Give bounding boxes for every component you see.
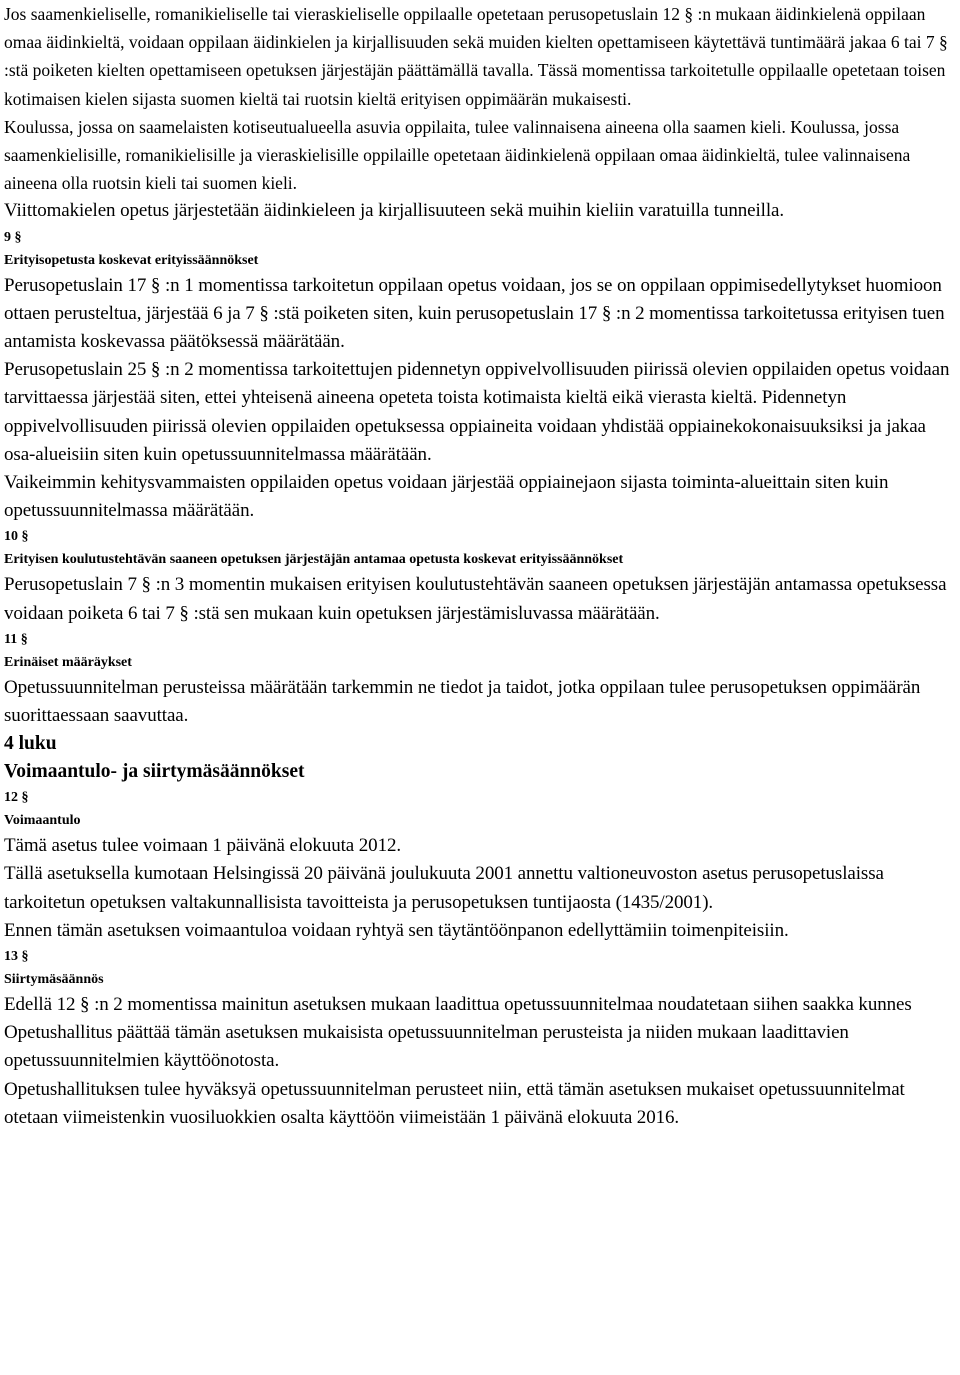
section-heading: Erinäiset määräykset: [4, 654, 132, 670]
section-paragraph: Tämä asetus tulee voimaan 1 päivänä elokuuta 2012.: [4, 835, 402, 857]
section-paragraph: Edellä 12 § :n 2 momentissa mainitun asetuksen mukaan laadittua opetussuunnitelmaa noudatetaan siihen saakka kunnes Opetushallitus päättää tämän asetuksen mukaisista opetussuunnitelman perusteista ja niiden mukaan laadittavien opetussuunnitelmien käyttöönotosta.: [4, 994, 912, 1072]
paragraph-native-language-teaching: Jos saamenkieliselle, romanikieliselle tai vieraskieliselle oppilaalle opetetaan perusopetuslain 12 § :n mukaan äidinkielenä oppilaan omaa äidinkieltä, voidaan oppilaan äidinkielen ja kirjallisuuden sekä muiden kielten opettamiseen käytettävä tuntimäärä jakaa 6 tai 7 § :stä poiketen kielten opettamiseen opetuksen järjestäjän päättämällä tavalla. Tässä momentissa tarkoitetulle oppilaalle opetetaan toisen kotimaisen kielen sijasta suomen kieltä tai ruotsin kieltä erityisen oppimäärän mukaisesti.: [4, 4, 948, 109]
chapter-label: 4 luku: [4, 733, 57, 755]
section-number: 12 §: [4, 790, 29, 806]
paragraph-elective-languages: Koulussa, jossa on saamelaisten kotiseutualueella asuvia oppilaita, tulee valinnaisena aineena olla saamen kieli. Koulussa, jossa saamenkielisille, romanikielisille ja vieraskielisille oppilaille opetetaan äidinkielenä oppilaan omaa äidinkieltä, tulee valinnaisena aineena olla ruotsin kieli tai suomen kieli.: [4, 116, 911, 194]
section-paragraph: Tällä asetuksella kumotaan Helsingissä 20 päivänä joulukuuta 2001 annettu valtioneuvoston asetus perusopetuslaissa tarkoitetun opetuksen valtakunnallisista tavoitteista ja perusopetuksen tuntijaosta (1435/2001).: [4, 863, 884, 913]
section-number: 13 §: [4, 949, 29, 965]
section-heading: Erityisen koulutustehtävän saaneen opetuksen järjestäjän antamaa opetusta koskevat erityissäännökset: [4, 552, 624, 568]
section-number: 10 §: [4, 529, 29, 545]
section-12: [4, 786, 956, 945]
section-paragraph: Vaikeimmin kehitysvammaisten oppilaiden opetus voidaan järjestää oppiainejaon sijasta toiminta-alueittain siten kuin opetussuunnitelmassa määrätään.: [4, 472, 889, 522]
section-heading: Siirtymäsäännös: [4, 972, 104, 988]
section-paragraph: Ennen tämän asetuksen voimaantuloa voidaan ryhtyä sen täytäntöönpanon edellyttämiin toimenpiteisiin.: [4, 919, 789, 941]
section-paragraph: Perusopetuslain 17 § :n 1 momentissa tarkoitetun oppilaan opetus voidaan, jos se on oppilaan oppimisedellytykset huomioon ottaen perusteltua, järjestää 6 ja 7 § :stä poiketen siten, kuin perusopetuslain 17 § :n 2 momentissa tarkoitetussa erityisen tuen antamista koskevassa päätöksessä määrätään.: [4, 274, 945, 353]
section-heading: Voimaantulo: [4, 813, 81, 829]
chapter-4: [4, 730, 956, 786]
chapter-title: Voimaantulo- ja siirtymäsäännökset: [4, 761, 305, 783]
section-13: [4, 945, 956, 1132]
section-11: [4, 628, 956, 730]
section-paragraph: Opetussuunnitelman perusteissa määrätään tarkemmin ne tiedot ja taidot, jotka oppilaan tulee perusopetuksen oppimäärän suorittaessaan saavuttaa.: [4, 676, 921, 727]
section-heading: Erityisopetusta koskevat erityissäännökset: [4, 252, 259, 268]
section-9: [4, 226, 956, 526]
paragraph-sign-language: Viittomakielen opetus järjestetään äidinkieleen ja kirjallisuuteen sekä muihin kieliin varatuilla tunneilla.: [4, 200, 785, 222]
section-paragraph: Perusopetuslain 25 § :n 2 momentissa tarkoitettujen pidennetyn oppivelvollisuuden piirissä olevien oppilaiden opetus voidaan tarvittaessa järjestää siten, ettei yhteisenä aineena opeteta toista kotimaista kieltä eikä vierasta kieltä. Pidennetyn oppivelvollisuuden piirissä olevien oppilaiden opetuksessa oppiaineita voidaan yhdistää oppiainekokonaisuuksiksi ja jakaa osa-alueisiin siten kuin opetussuunnitelmassa määrätään.: [4, 359, 950, 465]
section-paragraph: Perusopetuslain 7 § :n 3 momentin mukaisen erityisen koulutustehtävän saaneen opetuksen järjestäjän antamassa opetuksessa voidaan poiketa 6 tai 7 § :stä sen mukaan kuin opetuksen järjestämisluvassa määrätään.: [4, 574, 947, 624]
section-10: [4, 525, 956, 627]
section-number: 11 §: [4, 631, 28, 647]
section-number: 9 §: [4, 229, 22, 245]
section-paragraph: Opetushallituksen tulee hyväksyä opetussuunnitelman perusteet niin, että tämän asetuksen mukaiset opetussuunnitelmat otetaan viimeistenkin vuosiluokkien osalta käyttöön viimeistään 1 päivänä elokuuta 2016.: [4, 1078, 905, 1128]
